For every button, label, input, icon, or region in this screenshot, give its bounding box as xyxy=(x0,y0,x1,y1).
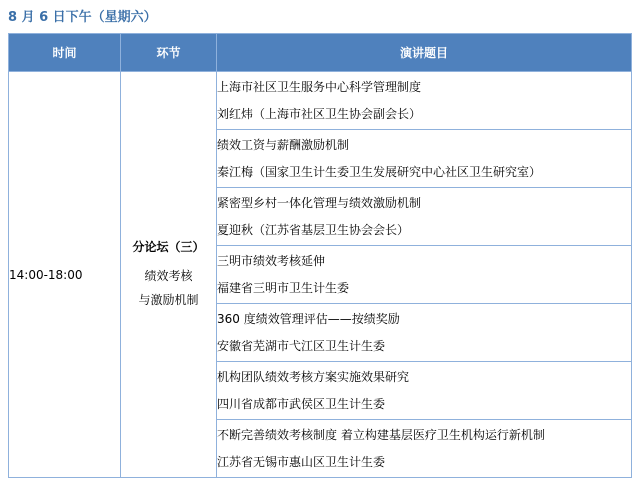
talk-cell xyxy=(217,188,632,246)
schedule-table xyxy=(8,33,632,478)
talk-cell xyxy=(217,420,632,478)
talk-title: 不断完善绩效考核制度 着立构建基层医疗卫生机构运行新机制 xyxy=(217,427,545,442)
talk-speaker: 刘红炜（上海市社区卫生协会副会长） xyxy=(217,106,422,121)
header-row xyxy=(9,34,632,72)
time-slot: 14:00-18:00 xyxy=(9,72,121,478)
session-name: 分论坛（三） xyxy=(132,239,205,254)
page-heading: 8 月 6 日下午（星期六） xyxy=(8,10,157,25)
talk-cell xyxy=(217,362,632,420)
talk-title: 机构团队绩效考核方案实施效果研究 xyxy=(217,369,410,384)
talk-title: 上海市社区卫生服务中心科学管理制度 xyxy=(217,79,422,94)
session-cell xyxy=(121,72,217,478)
col-header-topic: 演讲题目 xyxy=(217,34,632,72)
talk-cell xyxy=(217,246,632,304)
talk-title: 360 度绩效管理评估——按绩奖励 xyxy=(217,311,400,326)
talk-speaker: 安徽省芜湖市弋江区卫生计生委 xyxy=(217,338,386,353)
talk-title: 紧密型乡村一体化管理与绩效激励机制 xyxy=(217,195,422,210)
talk-cell xyxy=(217,130,632,188)
col-header-session: 环节 xyxy=(121,34,217,72)
talk-cell xyxy=(217,304,632,362)
col-header-time: 时间 xyxy=(9,34,121,72)
talk-cell xyxy=(217,72,632,130)
talk-speaker: 江苏省无锡市惠山区卫生计生委 xyxy=(217,454,386,469)
talk-title: 三明市绩效考核延伸 xyxy=(217,253,326,268)
session-line-1: 绩效考核 xyxy=(144,268,193,283)
table-row xyxy=(9,72,632,130)
talk-speaker: 秦江梅（国家卫生计生委卫生发展研究中心社区卫生研究室） xyxy=(217,164,542,179)
talk-speaker: 福建省三明市卫生计生委 xyxy=(217,280,350,295)
session-line-2: 与激励机制 xyxy=(138,292,199,307)
talk-title: 绩效工资与薪酬激励机制 xyxy=(217,137,350,152)
talk-speaker: 夏迎秋（江苏省基层卫生协会会长） xyxy=(217,222,410,237)
talk-speaker: 四川省成都市武侯区卫生计生委 xyxy=(217,396,386,411)
